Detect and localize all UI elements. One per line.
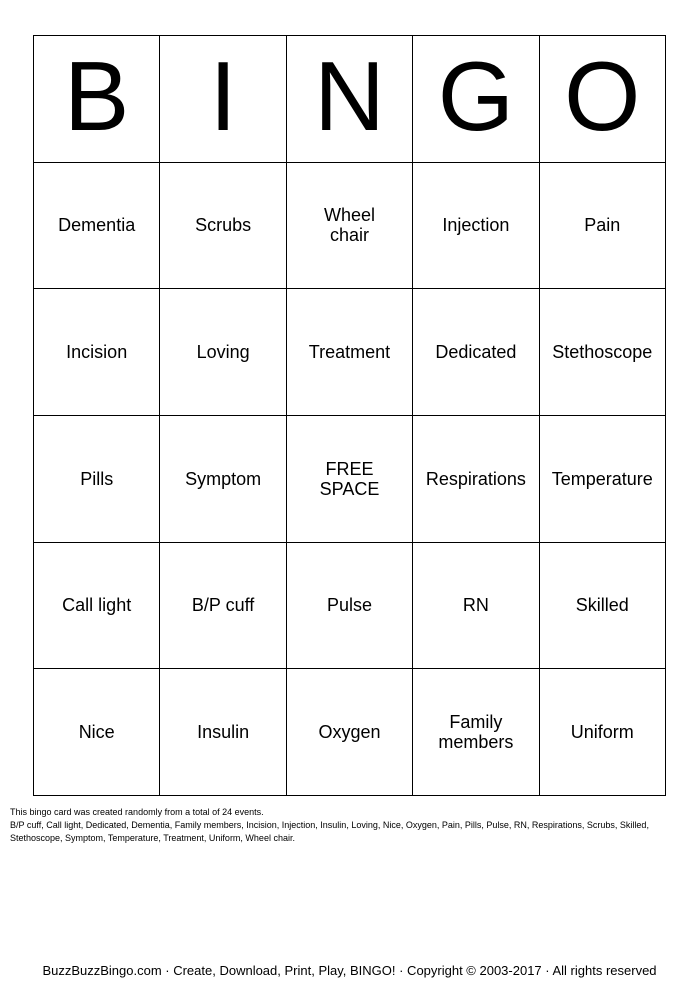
note-summary: This bingo card was created randomly from a total of 24 events.: [10, 807, 264, 817]
free-space-label: FREE SPACE: [319, 458, 380, 499]
square-label: Skilled: [575, 595, 629, 616]
square-label: RN: [462, 595, 489, 616]
square-label: Wheel chair: [323, 205, 375, 246]
bingo-square: [34, 289, 160, 416]
bingo-square: [34, 163, 160, 290]
bingo-square: [540, 289, 666, 416]
bingo-square: [287, 289, 413, 416]
square-label: Injection: [442, 215, 510, 236]
square-label: Pulse: [326, 595, 372, 616]
bingo-square: [34, 543, 160, 670]
square-label: Dedicated: [435, 342, 517, 363]
bingo-square: [413, 669, 539, 796]
square-label: Call light: [62, 595, 132, 616]
square-label: B/P cuff: [191, 595, 255, 616]
bingo-square: [413, 416, 539, 543]
bingo-square: [413, 543, 539, 670]
footer-copyright: BuzzBuzzBingo.com · Create, Download, Print, Play, BINGO! · Copyright © 2003-2017 · All rights reserved: [42, 963, 657, 978]
bingo-square: [287, 163, 413, 290]
square-label: Insulin: [197, 722, 250, 743]
header-letter-i: I: [160, 36, 286, 163]
note-event-list: B/P cuff, Call light, Dedicated, Dementia, Family members, Incision, Injection, Insulin, Loving, Nice, Oxygen, Pain, Pills, Pulse, RN, Respirations, Scrubs, Skilled, Stethoscope, Symptom, Temperature, Treatment, Uniform, Wheel chair.: [10, 820, 649, 843]
bingo-square: [540, 163, 666, 290]
header-letter-o: O: [540, 36, 666, 163]
bingo-square: [540, 543, 666, 670]
bingo-square: [287, 543, 413, 670]
square-label: Dementia: [58, 215, 136, 236]
square-label: Loving: [196, 342, 250, 363]
square-label: Nice: [78, 722, 115, 743]
square-label: Pills: [80, 468, 114, 489]
bingo-card: [33, 35, 666, 796]
header-letter-g: G: [413, 36, 539, 163]
bingo-square: [160, 163, 286, 290]
bingo-square: [160, 289, 286, 416]
free-space-square: [287, 416, 413, 543]
square-label: Incision: [66, 342, 128, 363]
bingo-square: [160, 416, 286, 543]
square-label: Uniform: [570, 722, 634, 743]
bingo-square: [160, 543, 286, 670]
bingo-square: [160, 669, 286, 796]
square-label: Pain: [584, 215, 621, 236]
square-label: Treatment: [308, 342, 391, 363]
bingo-square: [540, 669, 666, 796]
bingo-square: [34, 416, 160, 543]
square-label: Scrubs: [195, 215, 252, 236]
bingo-square: [540, 416, 666, 543]
bingo-square: [413, 163, 539, 290]
square-label: Family members: [438, 712, 514, 753]
square-label: Symptom: [185, 468, 262, 489]
bingo-square: [413, 289, 539, 416]
square-label: Respirations: [425, 468, 526, 489]
bingo-square: [287, 669, 413, 796]
header-letter-n: N: [287, 36, 413, 163]
header-letter-b: B: [34, 36, 160, 163]
event-list-note: [10, 806, 690, 845]
square-label: Stethoscope: [552, 342, 653, 363]
square-label: Temperature: [551, 468, 653, 489]
square-label: Oxygen: [318, 722, 381, 743]
bingo-square: [34, 669, 160, 796]
